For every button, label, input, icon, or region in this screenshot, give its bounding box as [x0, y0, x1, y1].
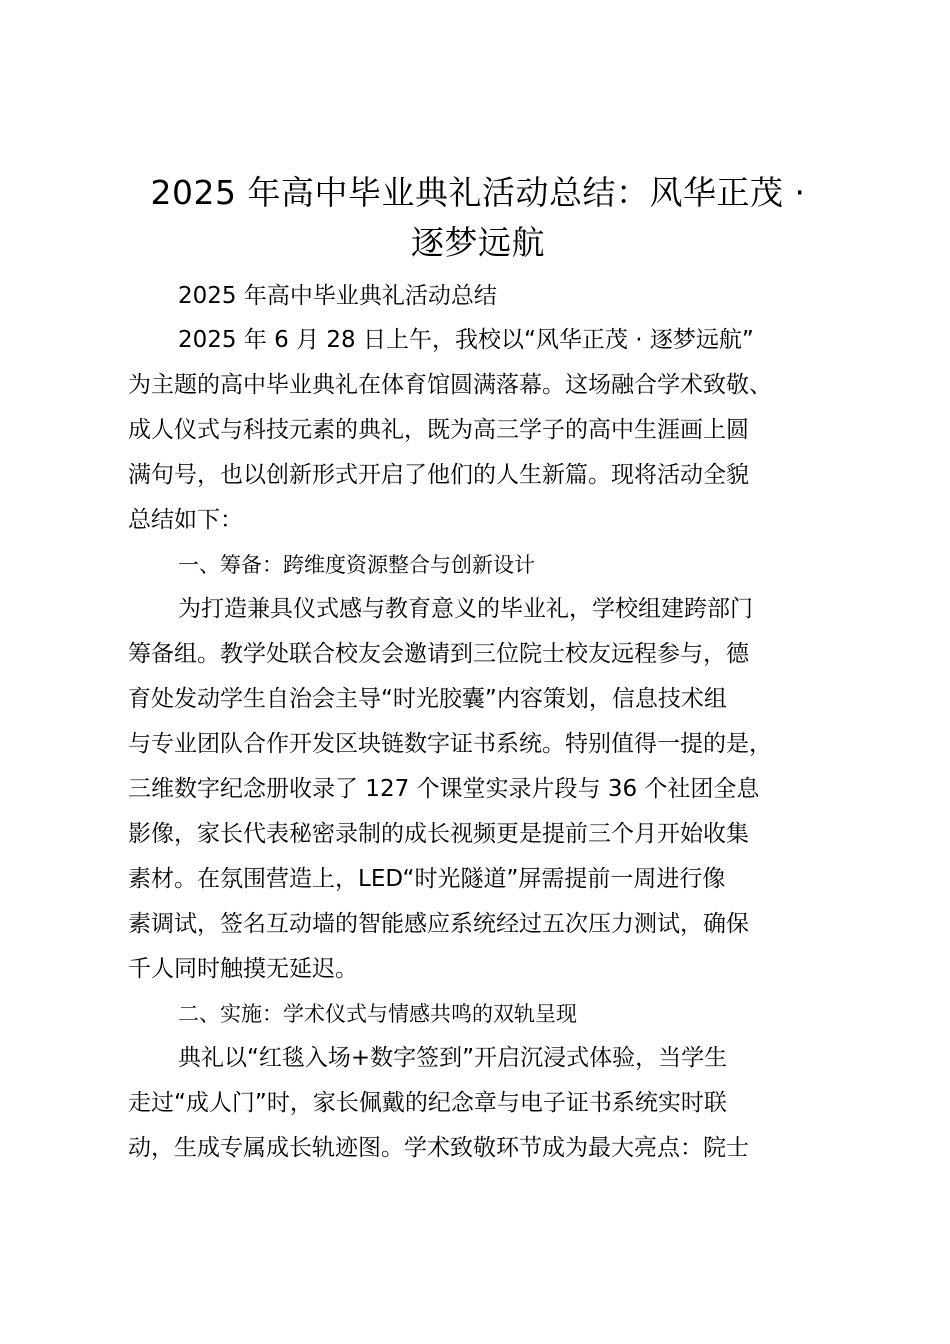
paragraph-line: 影像，家长代表秘密录制的成长视频更是提前三个月开始收集 — [128, 821, 749, 847]
paragraph-line: 动，生成专属成长轨迹图。学术致敬环节成为最大亮点：院士 — [128, 1135, 749, 1161]
paragraph-line: 走过“成人门”时，家长佩戴的纪念章与电子证书系统实时联 — [128, 1090, 727, 1116]
paragraph-line: 为打造兼具仪式感与教育意义的毕业礼，学校组建跨部门 — [178, 596, 753, 622]
paragraph-line: 典礼以“红毯入场+数字签到”开启沉浸式体验，当学生 — [178, 1045, 728, 1071]
title-line: 逐梦远航 — [411, 223, 545, 262]
paragraph-line: 2025 年 6 月 28 日上午，我校以“风华正茂 · 逐梦远航” — [178, 327, 754, 353]
intro-paragraph — [128, 318, 828, 543]
paragraph-line: 为主题的高中毕业典礼在体育馆圆满落幕。这场融合学术致敬、 — [128, 372, 772, 398]
paragraph-line: 与专业团队合作开发区块链数字证书系统。特别值得一提的是， — [128, 731, 772, 757]
paragraph-line: 千人同时触摸无延迟。 — [128, 956, 358, 982]
paragraph-line: 总结如下： — [128, 507, 243, 533]
paragraph-line: 育处发动学生自治会主导“时光胶囊”内容策划，信息技术组 — [128, 686, 727, 712]
paragraph-line: 素材。在氛围营造上，LED“时光隧道”屏需提前一周进行像 — [128, 866, 726, 892]
section-implementation-paragraph — [128, 1036, 828, 1171]
title-line: 2025 年高中毕业典礼活动总结：风华正茂 · — [150, 173, 806, 212]
section-heading-implementation: 二、实施：学术仪式与情感共鸣的双轨呈现 — [178, 1002, 577, 1026]
document-subtitle: 2025 年高中毕业典礼活动总结 — [178, 283, 497, 309]
paragraph-line: 满句号，也以创新形式开启了他们的人生新篇。现将活动全貌 — [128, 462, 749, 488]
section-preparation-paragraph — [128, 587, 828, 992]
paragraph-line: 三维数字纪念册收录了 127 个课堂实录片段与 36 个社团全息 — [128, 776, 760, 802]
document-page — [128, 168, 828, 1171]
paragraph-line: 素调试，签名互动墙的智能感应系统经过五次压力测试，确保 — [128, 911, 749, 937]
paragraph-line: 成人仪式与科技元素的典礼，既为高三学子的高中生涯画上圆 — [128, 417, 749, 443]
paragraph-line: 筹备组。教学处联合校友会邀请到三位院士校友远程参与，德 — [128, 641, 749, 667]
document-title — [128, 168, 828, 268]
section-heading-preparation: 一、筹备：跨维度资源整合与创新设计 — [178, 553, 535, 577]
